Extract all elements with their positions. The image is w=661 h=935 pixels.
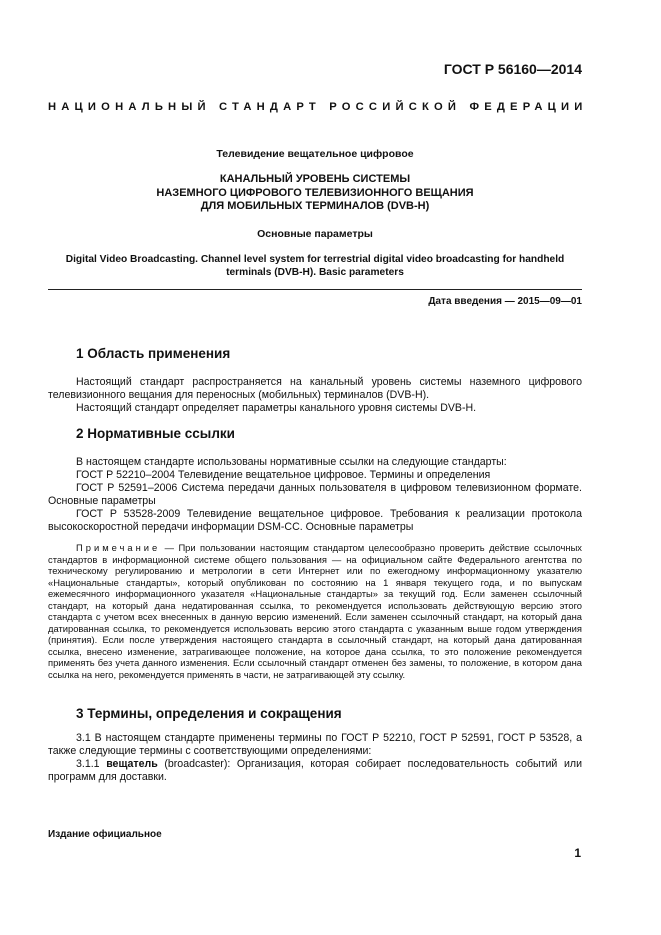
- section-1-paragraph-1: [48, 376, 582, 402]
- reference-1-text: ГОСТ Р 52210–2004 Телевидение вещательное цифровое. Термины и определения: [76, 469, 491, 481]
- title-category: Телевидение вещательное цифровое: [216, 148, 414, 160]
- edition-label: Издание официальное: [48, 829, 162, 840]
- title-subtitle: Основные параметры: [257, 228, 373, 240]
- note-text: — При пользовании настоящим стандартом целесообразно проверить действие ссылочных стандартов в информационной системе общего пользования — на официальном сайте Федерального агентства по техническому регулированию и метрологии в сети Интернет или по ежегодному информационному указателю «Национальные стандарты», который опубликован по состоянию на 1 января текущего года, и по выпускам ежемесячного информационного указателя «Национальные стандарты» за текущий год. Если заменен ссылочный стандарт, на который дана недатированная ссылка, то рекомендуется использовать действующую версию этого стандарта с учетом всех внесенных в данную версию изменений. Если заменен ссылочный стандарт, на который дана датированная ссылка, то рекомендуется использовать версию этого стандарта с указанным выше годом утверждения (принятия). Если после утверждения настоящего стандарта в ссылочный стандарт, на который дана датированная ссылка, внесено изменение, затрагивающее положение, на которое дана ссылка, то это положение рекомендуется применять без учета данного изменения. Если ссылочный стандарт отменен без замены, то положение, в котором дана ссылка на него, рекомендуется применять в части, не затрагивающей эту ссылку.: [48, 542, 582, 681]
- english-title-line-1: Digital Video Broadcasting. Channel level system for terrestrial digital video broadcasting for handheld: [65, 254, 565, 265]
- term-word: вещатель: [106, 758, 158, 770]
- standard-code: ГОСТ Р 56160—2014: [443, 61, 582, 77]
- reference-2: [48, 482, 582, 508]
- english-title-line-2: terminals (DVB-H). Basic parameters: [226, 267, 404, 278]
- reference-2-text: ГОСТ Р 52591–2006 Система передачи данных пользователя в цифровом телевизионном формате. Основные параметры: [48, 482, 582, 507]
- title-line-1: КАНАЛЬНЫЙ УРОВЕНЬ СИСТЕМЫ: [219, 173, 411, 185]
- section-2-intro: [48, 456, 582, 469]
- reference-3: [48, 508, 582, 534]
- section-2-intro-text: В настоящем стандарте использованы нормативные ссылки на следующие стандарты:: [76, 456, 507, 468]
- note-label: Примечание: [76, 542, 161, 553]
- english-title: [48, 253, 582, 279]
- section-3-heading: 3 Термины, определения и сокращения: [76, 706, 342, 721]
- section-3-paragraph-1: [48, 732, 582, 758]
- term-definition-3-1-1: [48, 758, 582, 784]
- reference-3-text: ГОСТ Р 53528-2009 Телевидение вещательное цифровое. Требования к реализации протокола высокоскоростной передачи информации DSM-CC. Основные параметры: [48, 508, 582, 533]
- section-3-paragraph-1-text: 3.1 В настоящем стандарте применены термины по ГОСТ Р 52210, ГОСТ Р 52591, ГОСТ Р 53528, а также следующие термины с соответствующими определениями:: [48, 732, 582, 757]
- document-title: [48, 173, 582, 214]
- header-divider: [48, 289, 582, 290]
- reference-1: [48, 469, 582, 482]
- section-2-heading: 2 Нормативные ссылки: [76, 426, 235, 441]
- title-line-2: НАЗЕМНОГО ЦИФРОВОГО ТЕЛЕВИЗИОННОГО ВЕЩАНИЯ: [156, 186, 474, 199]
- national-standard-banner: НАЦИОНАЛЬНЫЙ СТАНДАРТ РОССИЙСКОЙ ФЕДЕРАЦИИ: [48, 101, 588, 113]
- introduction-date: Дата введения — 2015—09—01: [428, 296, 582, 307]
- section-1-paragraph-1-text: Настоящий стандарт распространяется на канальный уровень системы наземного цифрового телевизионного вещания для переносных (мобильных) терминалов (DVB-H).: [48, 376, 582, 401]
- term-definition-text: (broadcaster): Организация, которая собирает последовательность событий или программ для доставки.: [48, 758, 582, 783]
- term-number: 3.1.1: [76, 758, 107, 770]
- section-1-heading: 1 Область применения: [76, 346, 231, 361]
- section-1-paragraph-2: [48, 402, 582, 415]
- page-number: 1: [574, 846, 581, 860]
- title-line-3: ДЛЯ МОБИЛЬНЫХ ТЕРМИНАЛОВ (DVB-H): [200, 200, 430, 212]
- note-block: [48, 542, 582, 681]
- section-1-paragraph-2-text: Настоящий стандарт определяет параметры канального уровня системы DVB-H.: [76, 402, 477, 414]
